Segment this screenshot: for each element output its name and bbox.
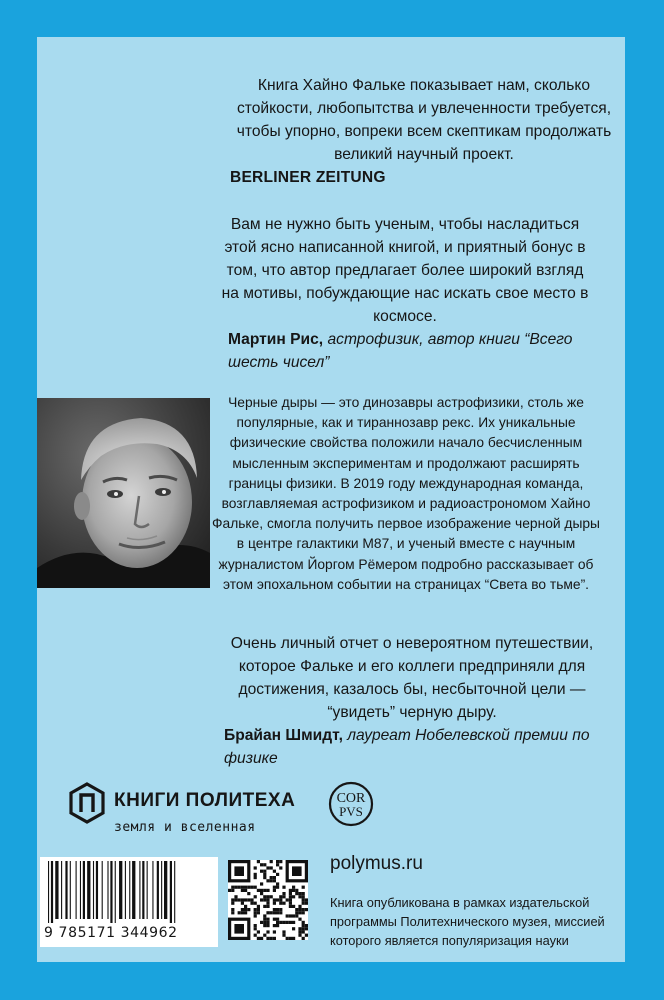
- review-quote-attribution: [212, 724, 612, 770]
- author-photo: [37, 398, 210, 588]
- review-quote-author: Брайан Шмидт,: [224, 727, 343, 744]
- review-quote-attribution: [216, 328, 594, 374]
- review-quote-author-role: лауреат Нобелевской премии по физике: [224, 727, 590, 767]
- review-quote-rees: [216, 213, 594, 374]
- qr-code-icon: [228, 860, 308, 940]
- publisher-name: КНИГИ ПОЛИТЕХА: [114, 790, 296, 811]
- author-portrait-icon: [37, 398, 210, 588]
- publisher-series: земля и вселенная: [114, 820, 256, 835]
- publisher-logo: [68, 782, 318, 842]
- publication-note: Книга опубликована в рамках издательской программы Политехнического музея, миссией которого является популяризация науки: [330, 895, 605, 948]
- museum-url[interactable]: polymus.ru: [330, 853, 423, 874]
- review-quote-text: Книга Хайно Фальке показывает нам, сколько стойкости, любопытства и увлеченности требуется, чтобы упорно, вопреки всем скептикам продолжать великий научный проект.: [236, 77, 612, 163]
- book-description-text: Черные дыры — это динозавры астрофизики, столь же популярные, как и тираннозавр рекс. Их уникальные физические свойства положили начало бесчисленным мысленным экспериментам и продолжают расширять границы физики. В 2019 году международная команда, возглавляемая астрофизиком и радиоастрономом Хайно Фальке, смогла получить первое изображение черной дыры в центре галактики M87, и ученый вместе с научным журналистом Йоргом Рёмером подробно рассказывает об этом эпохальном событии на страницах “Света во тьме”.: [212, 395, 600, 592]
- review-quote-author: Мартин Рис,: [228, 331, 324, 348]
- svg-text:COR: COR: [336, 791, 366, 806]
- book-description: [212, 393, 600, 595]
- isbn-barcode: [40, 857, 218, 947]
- svg-text:PVS: PVS: [339, 804, 363, 819]
- review-quote-text: Очень личный отчет о невероятном путешествии, которое Фальке и его коллеги предприняли для достижения, казалось бы, несбыточной цели — “увидеть” черную дыру.: [230, 635, 594, 721]
- review-quote-author-role: астрофизик, автор книги “Всего шесть чисел”: [228, 331, 573, 371]
- review-quote-schmidt: [212, 632, 612, 770]
- corpus-logo-icon: [327, 780, 375, 828]
- review-quote-berliner: [228, 74, 620, 189]
- barcode-bars-icon: [46, 861, 212, 923]
- barcode-number: 9 785171 344962: [44, 925, 178, 941]
- politech-p-hexagon-icon: [68, 782, 106, 824]
- review-quote-source: BERLINER ZEITUNG: [230, 169, 386, 186]
- review-quote-text: Вам не нужно быть ученым, чтобы насладиться этой ясно написанной книгой, и приятный бонус в том, что автор предлагает более широкий взгляд на мотивы, побуждающие нас искать свое место в космосе.: [221, 216, 589, 325]
